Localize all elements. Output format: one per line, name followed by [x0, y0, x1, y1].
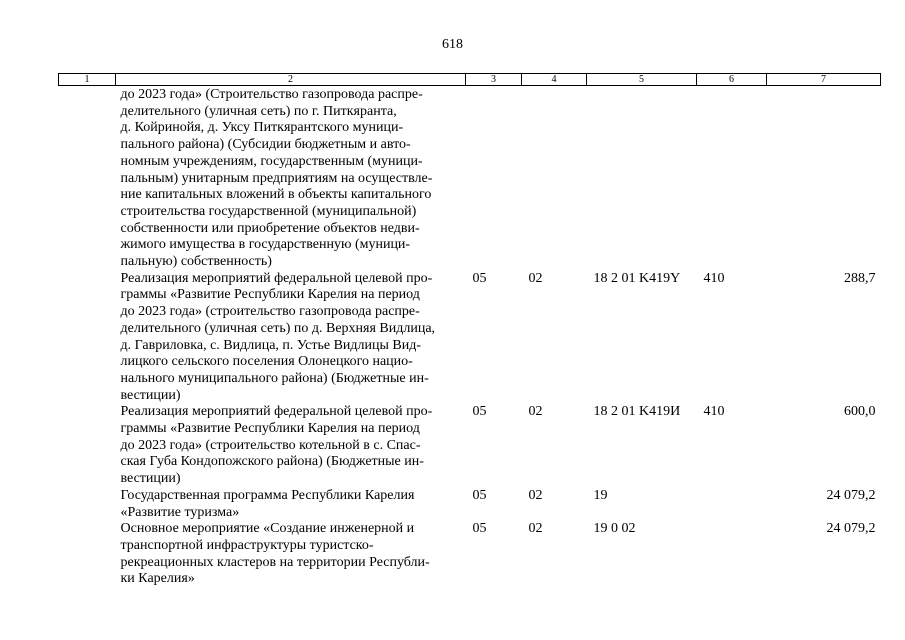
- item-name-line: пального района) (Субсидии бюджетным и авто-: [120, 137, 411, 153]
- item-name-line: ки Карелия»: [120, 571, 195, 587]
- row-number-cell: [59, 271, 116, 405]
- row-number-cell: [59, 404, 116, 488]
- column-header-5: 5: [587, 74, 697, 86]
- item-name-line: рекреационных кластеров на территории Республи-: [120, 554, 430, 570]
- item-name-line: делительного (уличная сеть) по д. Верхняя Видлица,: [120, 320, 436, 336]
- item-name-line: граммы «Развитие Республики Карелия на период: [120, 421, 420, 437]
- target-article-cell: 18 2 01 K419И: [593, 404, 681, 420]
- subsection-cell: 02: [528, 404, 543, 420]
- row-number-cell: [59, 488, 116, 521]
- item-name-line: номным учреждениям, государственным (муници-: [120, 153, 423, 169]
- item-name-line: вестиции): [120, 471, 181, 487]
- item-name-line: пальным) унитарным предприятиям на осуществле-: [120, 170, 433, 186]
- item-name-line: д. Койринойя, д. Уксу Питкярантского муници-: [120, 120, 404, 136]
- item-name-line: транспортной инфраструктуры туристско-: [120, 537, 374, 553]
- row-number-cell: [59, 86, 116, 271]
- expense-type-cell: 410: [703, 404, 725, 420]
- item-name-line: «Развитие туризма»: [120, 504, 240, 520]
- row-number-cell: [59, 521, 116, 588]
- item-name-cell: [116, 404, 466, 488]
- table-row: [59, 271, 881, 405]
- item-name-cell: [116, 521, 466, 588]
- section-cell: [466, 86, 522, 271]
- item-name-line: граммы «Развитие Республики Карелия на период: [120, 287, 420, 303]
- expense-type-cell: 410: [703, 270, 725, 286]
- item-name-cell: [116, 86, 466, 271]
- item-name-line: строительства государственной (муниципальной): [120, 203, 417, 219]
- item-name-line: до 2023 года» (Строительство газопровода распре-: [120, 87, 423, 102]
- item-name-line: Государственная программа Республики Карелия: [120, 487, 415, 503]
- target-article-cell: 19: [593, 487, 608, 503]
- target-article-cell: 18 2 01 K419Y: [593, 270, 681, 286]
- expense-type-cell: [697, 488, 767, 521]
- item-name-line: собственности или приобретение объектов недви-: [120, 220, 420, 236]
- expense-type-cell: [697, 521, 767, 588]
- amount-cell: [767, 86, 881, 271]
- amount-cell: 24 079,2: [826, 521, 876, 537]
- page-number: 618: [442, 37, 463, 52]
- item-name-line: пальную) собственность): [120, 254, 272, 270]
- item-name-line: Реализация мероприятий федеральной целевой про-: [120, 270, 433, 286]
- table-row: [59, 86, 881, 271]
- target-article-cell: [587, 86, 697, 271]
- subsection-cell: 02: [528, 521, 543, 537]
- item-name-line: Основное мероприятие «Создание инженерной и: [120, 521, 415, 537]
- subsection-cell: 02: [528, 487, 543, 503]
- amount-cell: 600,0: [844, 404, 876, 420]
- column-header-6: 6: [697, 74, 767, 86]
- target-article-cell: 19 0 02: [593, 521, 636, 537]
- column-header-3: 3: [466, 74, 522, 86]
- table-row: [59, 521, 881, 588]
- column-header-1: 1: [59, 74, 116, 86]
- table-row: [59, 488, 881, 521]
- section-cell: 05: [472, 487, 487, 503]
- section-cell: 05: [472, 270, 487, 286]
- budget-table: [58, 73, 881, 588]
- table-row: [59, 404, 881, 488]
- item-name-line: лицкого сельского поселения Олонецкого нацио-: [120, 354, 413, 370]
- column-number-header-row: [59, 74, 881, 86]
- item-name-line: жимого имущества в государственную (муници-: [120, 237, 411, 253]
- item-name-line: вестиции): [120, 387, 181, 403]
- item-name-line: нального муниципального района) (Бюджетные ин-: [120, 370, 429, 386]
- column-header-7: 7: [767, 74, 881, 86]
- amount-cell: 288,7: [844, 270, 876, 286]
- item-name-line: до 2023 года» (строительство котельной в с. Спас-: [120, 437, 421, 453]
- expense-type-cell: [697, 86, 767, 271]
- item-name-line: делительного (уличная сеть) по г. Питкяранта,: [120, 103, 397, 119]
- subsection-cell: 02: [528, 270, 543, 286]
- column-header-2: 2: [116, 74, 466, 86]
- section-cell: 05: [472, 521, 487, 537]
- subsection-cell: [522, 86, 587, 271]
- item-name-line: Реализация мероприятий федеральной целевой про-: [120, 404, 433, 420]
- column-header-4: 4: [522, 74, 587, 86]
- item-name-cell: [116, 488, 466, 521]
- section-cell: 05: [472, 404, 487, 420]
- amount-cell: 24 079,2: [826, 487, 876, 503]
- item-name-cell: [116, 271, 466, 405]
- item-name-line: ская Губа Кондопожского района) (Бюджетные ин-: [120, 454, 424, 470]
- item-name-line: ние капитальных вложений в объекты капитального: [120, 187, 432, 203]
- item-name-line: д. Гавриловка, с. Видлица, п. Устье Видлицы Вид-: [120, 337, 422, 353]
- item-name-line: до 2023 года» (строительство газопровода распре-: [120, 304, 420, 320]
